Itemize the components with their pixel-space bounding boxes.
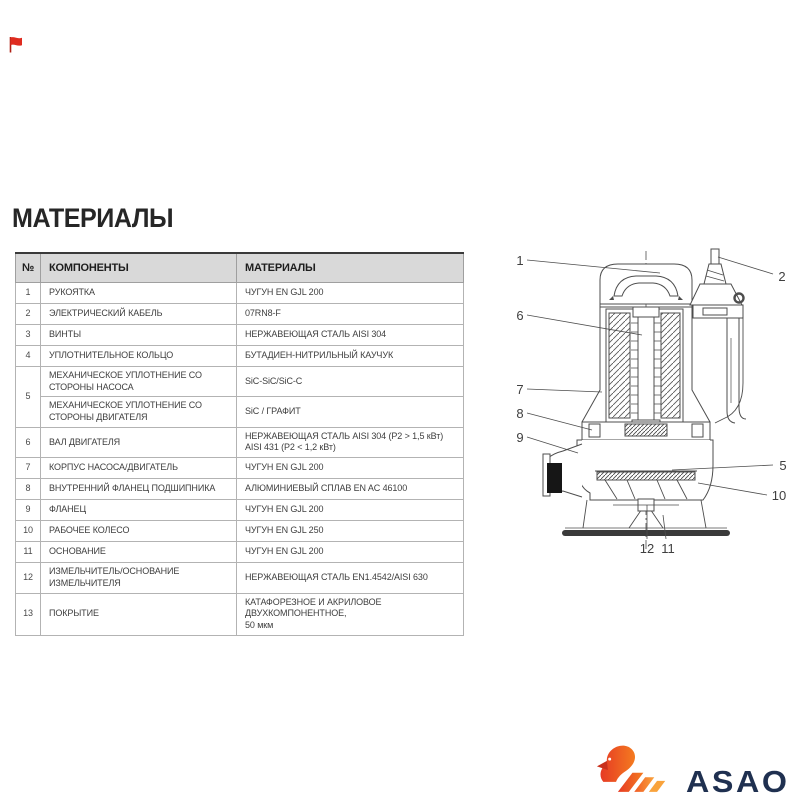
row-num: 1 — [16, 283, 41, 304]
row-num: 9 — [16, 500, 41, 521]
table-row — [16, 542, 464, 563]
table-row — [16, 367, 464, 397]
row-material: НЕРЖАВЕЮЩАЯ СТАЛЬ AISI 304 — [237, 325, 464, 346]
table-row — [16, 325, 464, 346]
callout-12: 12 — [639, 541, 655, 556]
row-material: ЧУГУН EN GJL 200 — [237, 500, 464, 521]
callout-10: 10 — [771, 488, 787, 503]
row-num: 4 — [16, 346, 41, 367]
table-row — [16, 283, 464, 304]
callout-11: 11 — [661, 541, 675, 556]
row-material: ЧУГУН EN GJL 200 — [237, 283, 464, 304]
col-header-materials: МАТЕРИАЛЫ — [237, 253, 464, 283]
row-component: МЕХАНИЧЕСКОЕ УПЛОТНЕНИЕ СО СТОРОНЫ НАСОСА — [41, 367, 237, 397]
callout-7: 7 — [516, 382, 524, 397]
row-num: 13 — [16, 593, 41, 635]
row-material: НЕРЖАВЕЮЩАЯ СТАЛЬ EN1.4542/AISI 630 — [237, 563, 464, 593]
callout-8: 8 — [516, 406, 524, 421]
row-num: 2 — [16, 304, 41, 325]
row-material: ЧУГУН EN GJL 200 — [237, 542, 464, 563]
table-row — [16, 427, 464, 457]
row-num: 12 — [16, 563, 41, 593]
red-flag-icon — [9, 36, 23, 53]
callout-2: 2 — [778, 269, 786, 284]
row-component: ФЛАНЕЦ — [41, 500, 237, 521]
row-num: 3 — [16, 325, 41, 346]
bearing-flange — [582, 422, 710, 440]
table-row — [16, 458, 464, 479]
row-material: SiC / ГРАФИТ — [237, 397, 464, 427]
swan-logo-icon — [596, 740, 678, 800]
row-material: SiC-SiC/SiC-C — [237, 367, 464, 397]
pump-casing — [577, 440, 713, 500]
callout-9: 9 — [516, 430, 524, 445]
row-component: РУКОЯТКА — [41, 283, 237, 304]
row-component: РАБОЧЕЕ КОЛЕСО — [41, 521, 237, 542]
callout-5: 5 — [779, 458, 787, 473]
callout-1: 1 — [516, 253, 524, 268]
logo-text: ASAO — [686, 764, 790, 799]
row-num: 5 — [16, 367, 41, 428]
row-component: МЕХАНИЧЕСКОЕ УПЛОТНЕНИЕ СО СТОРОНЫ ДВИГАТЕЛЯ — [41, 397, 237, 427]
pump-cross-section-diagram — [505, 243, 797, 563]
row-num: 11 — [16, 542, 41, 563]
flange-gasket — [547, 463, 562, 493]
row-num: 6 — [16, 427, 41, 457]
col-header-number: № — [16, 253, 41, 283]
brand-logo — [596, 740, 790, 800]
row-material: АЛЮМИНИЕВЫЙ СПЛАВ EN AC 46100 — [237, 479, 464, 500]
row-component: ВИНТЫ — [41, 325, 237, 346]
callout-6: 6 — [516, 308, 524, 323]
table-row — [16, 500, 464, 521]
row-material: БУТАДИЕН-НИТРИЛЬНЫЙ КАУЧУК — [237, 346, 464, 367]
grinder-and-legs — [583, 499, 706, 528]
table-row — [16, 346, 464, 367]
table-row — [16, 479, 464, 500]
cable-conduit — [715, 305, 746, 423]
row-component: УПЛОТНИТЕЛЬНОЕ КОЛЬЦО — [41, 346, 237, 367]
power-cable — [690, 249, 744, 318]
row-component: ЭЛЕКТРИЧЕСКИЙ КАБЕЛЬ — [41, 304, 237, 325]
row-component: ПОКРЫТИЕ — [41, 593, 237, 635]
row-component: ОСНОВАНИЕ — [41, 542, 237, 563]
pump-handle — [600, 264, 692, 304]
table-row — [16, 563, 464, 593]
row-num: 7 — [16, 458, 41, 479]
row-material: ЧУГУН EN GJL 250 — [237, 521, 464, 542]
table-header-row — [16, 253, 464, 283]
row-num: 10 — [16, 521, 41, 542]
row-material: НЕРЖАВЕЮЩАЯ СТАЛЬ AISI 304 (P2 > 1,5 кВт) AISI 431 (P2 < 1,2 кВт) — [237, 427, 464, 457]
row-component: КОРПУС НАСОСА/ДВИГАТЕЛЬ — [41, 458, 237, 479]
col-header-components: КОМПОНЕНТЫ — [41, 253, 237, 283]
discharge-flange — [543, 444, 582, 497]
table-row — [16, 304, 464, 325]
table-row — [16, 397, 464, 427]
row-num: 8 — [16, 479, 41, 500]
row-material: КАТАФОРЕЗНОЕ И АКРИЛОВОЕ ДВУХКОМПОНЕНТНОЕ, 50 мкм — [237, 593, 464, 635]
row-component: ВАЛ ДВИГАТЕЛЯ — [41, 427, 237, 457]
row-component: ИЗМЕЛЬЧИТЕЛЬ/ОСНОВАНИЕ ИЗМЕЛЬЧИТЕЛЯ — [41, 563, 237, 593]
row-material: 07RN8-F — [237, 304, 464, 325]
row-material: ЧУГУН EN GJL 200 — [237, 458, 464, 479]
materials-table — [15, 252, 464, 636]
page-title: МАТЕРИАЛЫ — [12, 203, 174, 233]
table-row — [16, 593, 464, 635]
row-component: ВНУТРЕННИЙ ФЛАНЕЦ ПОДШИПНИКА — [41, 479, 237, 500]
table-row — [16, 521, 464, 542]
